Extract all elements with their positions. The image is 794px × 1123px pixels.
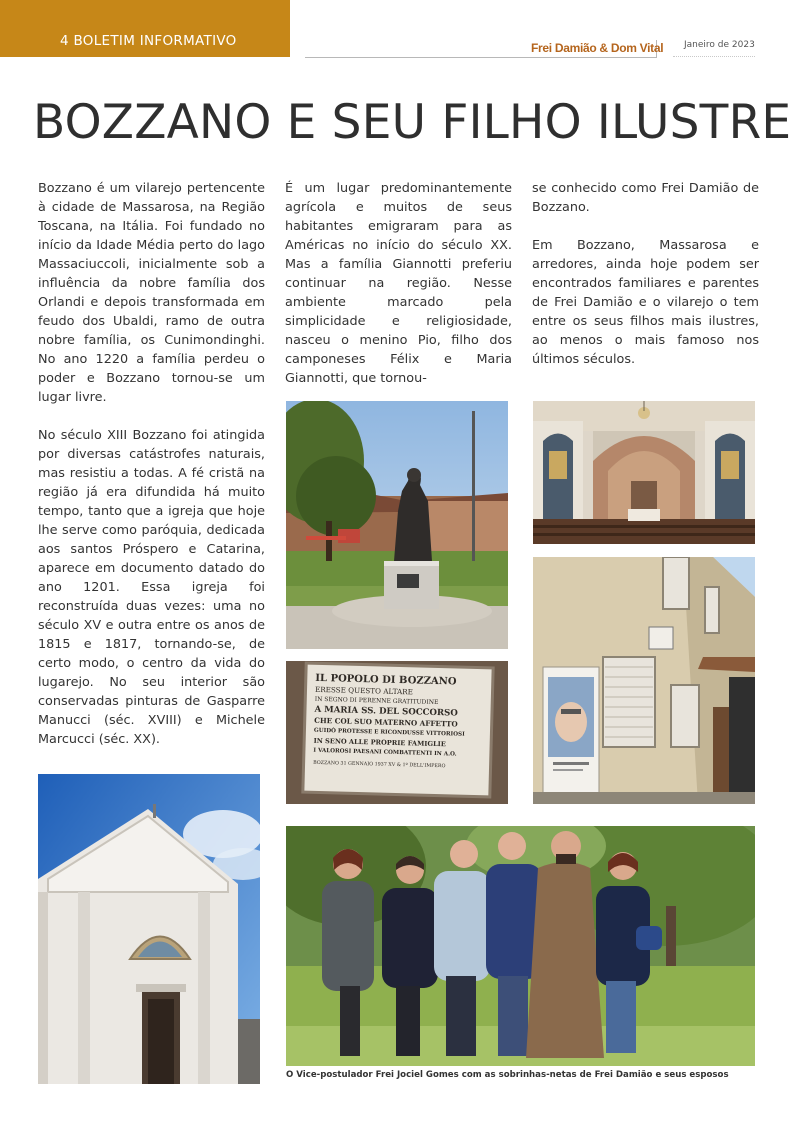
commemorative-plaque-photo bbox=[286, 661, 508, 804]
page-title: BOZZANO E SEU FILHO ILUSTRE bbox=[33, 95, 792, 150]
header-rule bbox=[305, 57, 657, 58]
paragraph-frei-damiao: se conhecido como Frei Damião de Bozzano. bbox=[532, 181, 759, 215]
statue-photo bbox=[286, 401, 508, 649]
paragraph-church: No século XIII Bozzano foi atingida por diversas catástrofes naturais, mas resistiu a todas. A fé cristã na região já era difundida há muito tempo, tanto que a igreja que hoje lhe serve como paróquia, dedicada aos santos Próspero e Catarina, aparece em documento datado do ano 1201. Essa igreja foi reconstruída duas vezes: uma no século XV e outra entre os anos de 1815 e 1817, tornando-se, de certo modo, o centro da vida do lugarejo. No seu interior são conservadas pinturas de Gasparre Manucci (séc. XVIII) e Michele Marcucci (séc. XX). bbox=[38, 428, 265, 747]
plaque-line: ERESSE QUESTO ALTARE bbox=[314, 684, 414, 697]
section-label: 4 BOLETIM INFORMATIVO bbox=[60, 33, 237, 49]
issue-date: Janeiro de 2023 bbox=[684, 40, 755, 50]
group-photo bbox=[286, 826, 755, 1066]
plaque-line: CHE COL SUO MATERNO AFFETTO bbox=[314, 715, 458, 729]
article-column-2 bbox=[285, 179, 512, 388]
newsletter-brand: Frei Damião & Dom Vital bbox=[531, 41, 664, 55]
group-photo-caption: O Vice-postulador Frei Jociel Gomes com as sobrinhas-netas de Frei Damião e seus esposos bbox=[286, 1070, 729, 1080]
memorial-building-photo bbox=[533, 557, 755, 804]
plaque-line: IN SENO ALLE PROPRIE FAMIGLIE bbox=[313, 736, 446, 749]
plaque-line: GUIDÒ PROTESSE E RICONDUSSE VITTORIOSI bbox=[313, 727, 465, 738]
plaque-text bbox=[305, 665, 492, 777]
church-interior-photo bbox=[533, 401, 755, 544]
paragraph-family: É um lugar predominantemente agrícola e muitos de seus habitantes emigraram para as Américas no início do século XX. Mas a família Giannotti preferiu continuar na região. Nesse ambiente marcado pela simplicidade e religiosidade, nasceu o menino Pio, filho dos camponeses Félix e Maria Giannotti, que tornou- bbox=[285, 181, 512, 386]
paragraph-relatives: Em Bozzano, Massarosa e arredores, ainda hoje podem ser encontrados familiares e parentes de Frei Damião e o vilarejo o tem entre os seus filhos mais ilustres, ao menos o mais famoso nos últimos séculos. bbox=[532, 238, 759, 367]
plaque-stone bbox=[304, 665, 491, 796]
church-facade-photo bbox=[38, 774, 260, 1084]
article-column-1 bbox=[38, 179, 265, 749]
plaque-line: IL POPOLO DI BOZZANO bbox=[315, 672, 457, 688]
plaque-line: IN SEGNO DI PERENNE GRATITUDINE bbox=[314, 695, 439, 707]
article-column-3 bbox=[532, 179, 759, 369]
paragraph-history: Bozzano é um vilarejo pertencente à cidade de Massarosa, na Região Toscana, na Itália. Foi fundado no início da Idade Média perto do lago Massaciuccoli, inicialmente sob a influência da nobre família dos Orlandi e depois transformada em feudo dos Ubaldi, ramo de outra nobre família, os Cunimondinghi. No ano 1220 a família perdeu o poder e Bozzano tornou-se um lugar livre. bbox=[38, 181, 265, 405]
plaque-line: I VALOROSI PAESANI COMBATTENTI IN A.O. bbox=[313, 747, 457, 758]
plaque-line: BOZZANO 31 GENNAIO 1937 XV & 1º DELL'IMPERO bbox=[313, 760, 446, 770]
date-dotted-rule bbox=[673, 56, 755, 57]
header-band bbox=[0, 0, 290, 57]
plaque-line: A MARIA SS. DEL SOCCORSO bbox=[314, 704, 458, 719]
